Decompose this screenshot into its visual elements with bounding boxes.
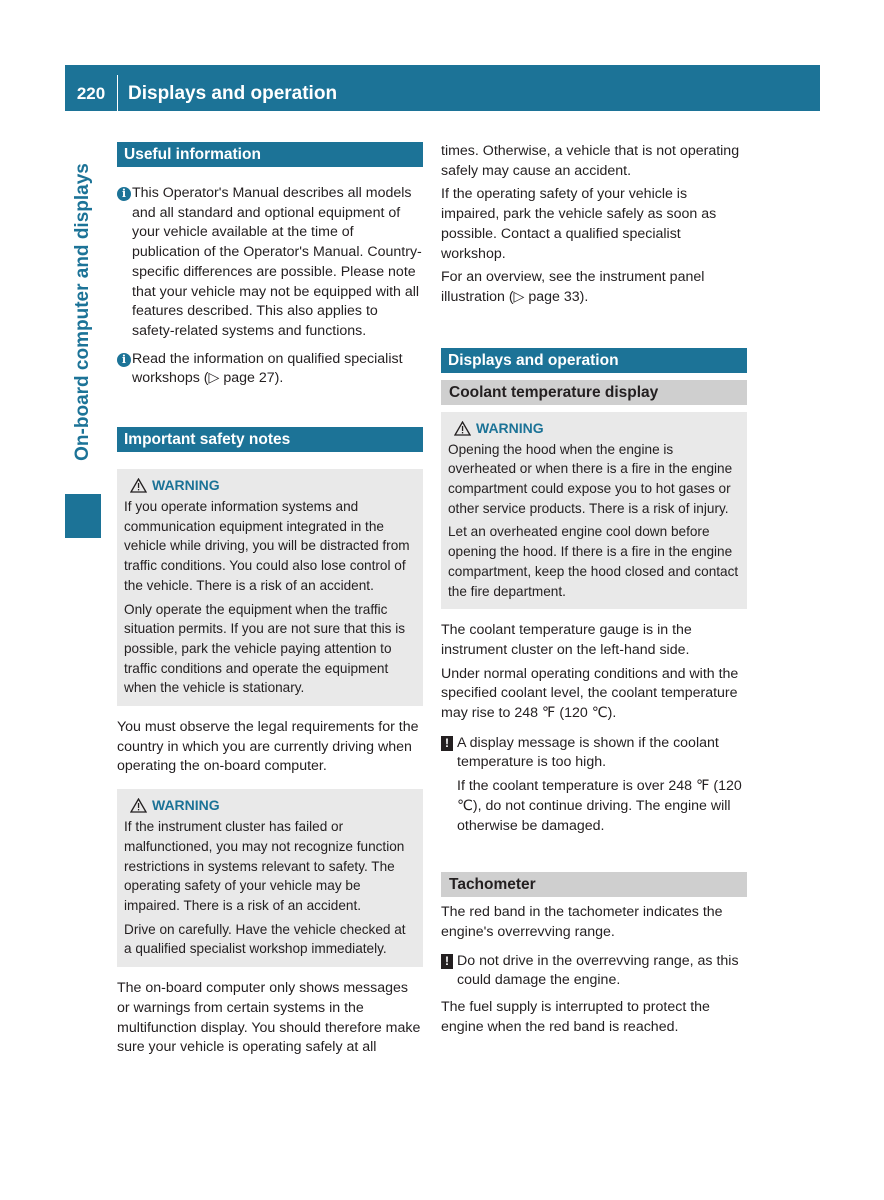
body-paragraph: times. Otherwise, a vehicle that is not operating safely may cause an accident. — [441, 143, 740, 179]
warning-box — [117, 469, 423, 706]
warning-triangle-icon — [130, 478, 147, 493]
info-note — [117, 350, 423, 389]
exclamation-icon: ! — [441, 736, 453, 751]
warning-title — [124, 793, 416, 817]
body-paragraph: If the operating safety of your vehicle is impaired, park the vehicle safely as soon as possible. Contact a qualified specialist workshop. — [441, 186, 717, 262]
chapter-label: On-board computer and displays — [72, 163, 93, 461]
warning-label: WARNING — [152, 477, 220, 494]
exclamation-icon: ! — [441, 954, 453, 969]
right-column — [441, 142, 747, 1042]
page-header — [65, 65, 820, 111]
body-paragraph: The coolant temperature gauge is in the instrument cluster on the left-hand side. — [441, 622, 692, 658]
body-paragraph: You must observe the legal requirements for the country in which you are currently driving when operating the on-board computer. — [117, 719, 419, 775]
caution-text: Do not drive in the overrevving range, as this could damage the engine. — [457, 952, 739, 989]
warning-text: Opening the hood when the engine is overheated or when there is a fire in the engine compartment could expose you to hot gases or other service products. There is a risk of injury. — [448, 441, 733, 516]
caution-note — [441, 952, 747, 991]
warning-label: WARNING — [152, 797, 220, 814]
caution-note — [441, 734, 747, 773]
info-icon: i — [117, 187, 131, 201]
info-note — [117, 184, 423, 342]
warning-text: If you operate information systems and communication equipment integrated in the vehicle while driving, you will be distracted from traffic conditions. You could also lose control of the vehicle. There is a risk of an accident. — [124, 499, 410, 593]
page-title: Displays and operation — [128, 83, 338, 104]
section-heading-displays: Displays and operation — [441, 348, 747, 373]
header-divider — [117, 75, 118, 111]
section-heading-safety-notes: Important safety notes — [117, 427, 423, 452]
caution-text: A display message is shown if the coolant temperature is too high. — [457, 734, 719, 771]
warning-triangle-icon — [130, 798, 147, 813]
body-paragraph: Under normal operating conditions and with the specified coolant level, the coolant temperature may rise to 248 ℉ (120 ℃). — [441, 665, 739, 722]
info-icon: i — [117, 353, 131, 367]
warning-text: If the instrument cluster has failed or malfunctioned, you may not recognize function restrictions in systems relevant to safety. The operating safety of your vehicle may be impaired. There is a risk of an accident. — [124, 819, 405, 913]
left-column — [117, 142, 423, 1062]
caution-text-continued: If the coolant temperature is over 248 ℉ (120 ℃), do not continue driving. The engine will otherwise be damaged. — [457, 778, 742, 834]
warning-title — [124, 473, 416, 497]
warning-label: WARNING — [476, 419, 544, 436]
chapter-side-tab — [65, 148, 101, 538]
subsection-heading-tachometer: Tachometer — [441, 872, 747, 897]
body-paragraph: The on-board computer only shows messages or warnings from certain systems in the multifunction display. You should therefore make sure your vehicle is operating safely at all — [117, 980, 421, 1056]
info-text: Read the information on qualified specialist workshops (▷ page 27). — [132, 350, 403, 387]
warning-box — [117, 789, 423, 967]
section-heading-useful-information: Useful information — [117, 142, 423, 167]
warning-text: Let an overheated engine cool down before opening the hood. If there is a fire in the engine compartment, keep the hood closed and contact the fire department. — [448, 524, 739, 599]
page-number: 220 — [76, 84, 106, 103]
chapter-marker — [65, 494, 101, 538]
warning-box — [441, 412, 747, 610]
warning-triangle-icon — [454, 421, 471, 436]
warning-title — [448, 416, 740, 440]
subsection-heading-coolant: Coolant temperature display — [441, 380, 747, 405]
body-paragraph: The fuel supply is interrupted to protect the engine when the red band is reached. — [441, 999, 710, 1035]
body-paragraph: The red band in the tachometer indicates the engine's overrevving range. — [441, 904, 723, 940]
info-text: This Operator's Manual describes all models and all standard and optional equipment of your vehicle available at the time of publication of the Operator's Manual. Country-specific differences are possible. Please note that your vehicle may not be equipped with all features described. This also applies to safety-related systems and functions. — [132, 185, 422, 339]
warning-text: Drive on carefully. Have the vehicle checked at a qualified specialist workshop immediately. — [124, 921, 406, 957]
warning-text: Only operate the equipment when the traffic situation permits. If you are not sure that this is possible, park the vehicle paying attention to traffic conditions and operate the equipment when the vehicle is stationary. — [124, 601, 406, 696]
body-paragraph: For an overview, see the instrument panel illustration (▷ page 33). — [441, 269, 705, 305]
